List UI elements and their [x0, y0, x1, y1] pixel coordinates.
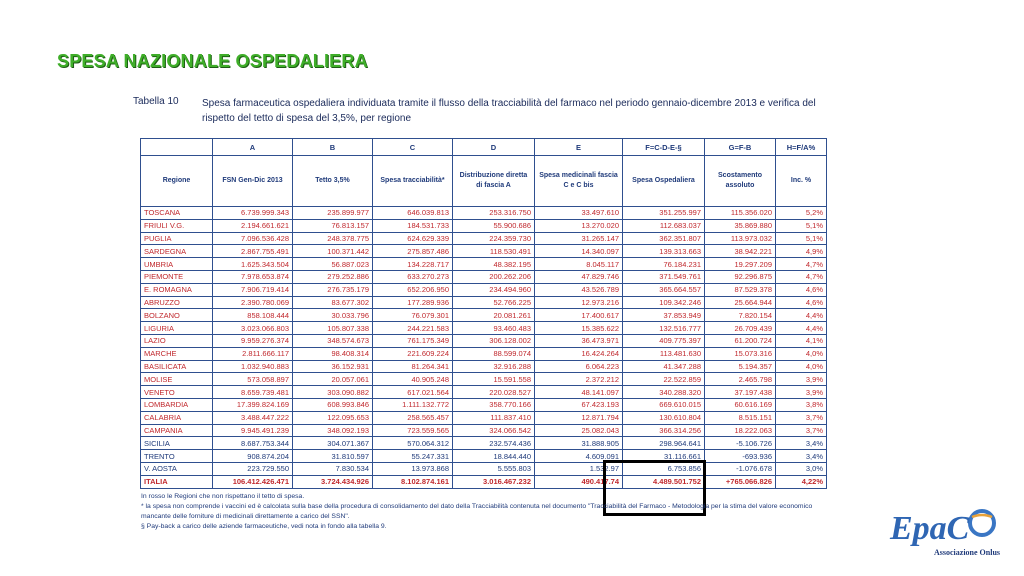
value-cell-f: 6.753.856: [623, 462, 705, 475]
table-caption-label: Tabella 10: [133, 96, 179, 107]
header-names-row: [141, 156, 827, 207]
value-cell-c: 13.973.868: [373, 462, 453, 475]
value-cell-c: 275.857.486: [373, 245, 453, 258]
column-header: Regione: [141, 156, 213, 207]
value-cell-d: 18.844.440: [453, 450, 535, 463]
value-cell-d: 32.916.288: [453, 360, 535, 373]
value-cell-b: 279.252.886: [293, 270, 373, 283]
value-cell-g: 38.942.221: [705, 245, 776, 258]
value-cell-f: 37.853.949: [623, 309, 705, 322]
value-cell-a: 3.488.447.222: [213, 411, 293, 424]
value-cell-a: 1.625.343.504: [213, 258, 293, 271]
value-cell-g: 92.296.875: [705, 270, 776, 283]
value-cell-h: 4,0%: [776, 360, 827, 373]
value-cell-g: 113.973.032: [705, 232, 776, 245]
value-cell-g: 19.297.209: [705, 258, 776, 271]
table-row: [141, 373, 827, 386]
value-cell-e: 25.082.043: [535, 424, 623, 437]
table-row: [141, 334, 827, 347]
table-row: [141, 232, 827, 245]
value-cell-h: 4,6%: [776, 283, 827, 296]
value-cell-b: 348.092.193: [293, 424, 373, 437]
value-cell-a: 17.399.824.169: [213, 398, 293, 411]
value-cell-c: 570.064.312: [373, 437, 453, 450]
column-header: Spesa Ospedaliera: [623, 156, 705, 207]
column-header: Spesa medicinali fascia C e C bis: [535, 156, 623, 207]
value-cell-a: 223.729.550: [213, 462, 293, 475]
column-header: FSN Gen-Dic 2013: [213, 156, 293, 207]
value-cell-a: 9.945.491.239: [213, 424, 293, 437]
value-cell-h: 3,4%: [776, 450, 827, 463]
value-cell-h: 4,7%: [776, 270, 827, 283]
value-cell-a: 7.096.536.428: [213, 232, 293, 245]
table-row: [141, 245, 827, 258]
value-cell-c: 8.102.874.161: [373, 475, 453, 488]
value-cell-d: 234.494.960: [453, 283, 535, 296]
value-cell-d: 118.530.491: [453, 245, 535, 258]
value-cell-a: 2.867.755.491: [213, 245, 293, 258]
value-cell-g: 18.222.063: [705, 424, 776, 437]
value-cell-c: 723.559.565: [373, 424, 453, 437]
value-cell-d: 200.262.206: [453, 270, 535, 283]
table-row: [141, 386, 827, 399]
value-cell-f: 139.313.663: [623, 245, 705, 258]
value-cell-c: 652.206.950: [373, 283, 453, 296]
value-cell-a: 7.978.653.874: [213, 270, 293, 283]
value-cell-e: 31.888.905: [535, 437, 623, 450]
value-cell-d: 220.028.527: [453, 386, 535, 399]
value-cell-h: 3,7%: [776, 424, 827, 437]
value-cell-f: 351.255.997: [623, 207, 705, 220]
value-cell-e: 36.473.971: [535, 334, 623, 347]
value-cell-e: 17.400.617: [535, 309, 623, 322]
region-cell: MOLISE: [141, 373, 213, 386]
payback-note: § Pay-back a carico delle aziende farmaceutiche, vedi nota in fondo alla tabella 9.: [141, 523, 387, 530]
value-cell-b: 7.830.534: [293, 462, 373, 475]
value-cell-g: 35.869.880: [705, 219, 776, 232]
region-cell: SARDEGNA: [141, 245, 213, 258]
header-letters-row: [141, 139, 827, 156]
value-cell-d: 5.555.803: [453, 462, 535, 475]
value-cell-a: 2.811.666.117: [213, 347, 293, 360]
region-cell: CALABRIA: [141, 411, 213, 424]
value-cell-b: 122.095.653: [293, 411, 373, 424]
region-cell: CAMPANIA: [141, 424, 213, 437]
value-cell-g: 87.529.378: [705, 283, 776, 296]
spending-table: [140, 138, 827, 489]
table-row: [141, 296, 827, 309]
value-cell-e: 48.141.097: [535, 386, 623, 399]
value-cell-d: 88.599.074: [453, 347, 535, 360]
column-header: Inc. %: [776, 156, 827, 207]
logo-swoosh-icon: [972, 515, 992, 517]
value-cell-g: 2.465.798: [705, 373, 776, 386]
table-caption-text: Spesa farmaceutica ospedaliera individuata tramite il flusso della tracciabilità del farmaco nel periodo gennaio-dicembre 2013 e verifica del rispetto del tetto di spesa del 3,5%, per regione: [202, 98, 816, 124]
value-cell-a: 2.390.780.069: [213, 296, 293, 309]
table-body: [141, 207, 827, 489]
value-cell-c: 646.039.813: [373, 207, 453, 220]
value-cell-b: 83.677.302: [293, 296, 373, 309]
value-cell-b: 20.057.061: [293, 373, 373, 386]
value-cell-h: 5,2%: [776, 207, 827, 220]
table-row: [141, 398, 827, 411]
column-header: Tetto 3,5%: [293, 156, 373, 207]
table-row: [141, 309, 827, 322]
value-cell-g: 26.709.439: [705, 322, 776, 335]
value-cell-d: 93.460.483: [453, 322, 535, 335]
value-cell-c: 624.629.339: [373, 232, 453, 245]
value-cell-e: 490.417.74: [535, 475, 623, 488]
value-cell-d: 15.591.558: [453, 373, 535, 386]
value-cell-e: 14.340.097: [535, 245, 623, 258]
region-cell: UMBRIA: [141, 258, 213, 271]
region-cell: E. ROMAGNA: [141, 283, 213, 296]
value-cell-g: 5.194.357: [705, 360, 776, 373]
value-cell-e: 16.424.264: [535, 347, 623, 360]
value-cell-a: 106.412.426.471: [213, 475, 293, 488]
value-cell-a: 6.739.999.343: [213, 207, 293, 220]
value-cell-e: 12.973.216: [535, 296, 623, 309]
value-cell-e: 47.829.746: [535, 270, 623, 283]
table-row: [141, 462, 827, 475]
table-row: [141, 347, 827, 360]
value-cell-d: 324.066.542: [453, 424, 535, 437]
value-cell-c: 617.021.564: [373, 386, 453, 399]
header-letter: [141, 139, 213, 156]
value-cell-a: 1.032.940.883: [213, 360, 293, 373]
value-cell-e: 15.385.622: [535, 322, 623, 335]
value-cell-c: 244.221.583: [373, 322, 453, 335]
region-cell: FRIULI V.G.: [141, 219, 213, 232]
value-cell-d: 111.837.410: [453, 411, 535, 424]
table-row: [141, 283, 827, 296]
value-cell-f: 41.347.288: [623, 360, 705, 373]
value-cell-d: 48.382.195: [453, 258, 535, 271]
table-row: [141, 450, 827, 463]
value-cell-b: 348.574.673: [293, 334, 373, 347]
region-cell: LAZIO: [141, 334, 213, 347]
value-cell-f: 132.516.777: [623, 322, 705, 335]
region-cell: SICILIA: [141, 437, 213, 450]
value-cell-e: 2.372.212: [535, 373, 623, 386]
value-cell-f: 112.683.037: [623, 219, 705, 232]
value-cell-f: 365.664.557: [623, 283, 705, 296]
value-cell-h: 4,22%: [776, 475, 827, 488]
column-header: Distribuzione diretta di fascia A: [453, 156, 535, 207]
value-cell-h: 4,4%: [776, 309, 827, 322]
value-cell-h: 4,7%: [776, 258, 827, 271]
value-cell-f: 298.964.641: [623, 437, 705, 450]
value-cell-b: 98.408.314: [293, 347, 373, 360]
value-cell-e: 43.526.789: [535, 283, 623, 296]
value-cell-f: 340.288.320: [623, 386, 705, 399]
table-row: [141, 424, 827, 437]
value-cell-c: 40.905.248: [373, 373, 453, 386]
table-row: [141, 360, 827, 373]
value-cell-c: 55.247.331: [373, 450, 453, 463]
epac-logo: [886, 505, 1002, 559]
header-letter: G=F-B: [705, 139, 776, 156]
value-cell-f: 76.184.231: [623, 258, 705, 271]
value-cell-f: 130.610.804: [623, 411, 705, 424]
region-cell: BASILICATA: [141, 360, 213, 373]
value-cell-d: 253.316.750: [453, 207, 535, 220]
value-cell-d: 358.770.166: [453, 398, 535, 411]
value-cell-a: 573.058.897: [213, 373, 293, 386]
table-row: [141, 437, 827, 450]
value-cell-d: 55.900.686: [453, 219, 535, 232]
value-cell-b: 235.899.977: [293, 207, 373, 220]
value-cell-h: 3,4%: [776, 437, 827, 450]
value-cell-f: 4.489.501.752: [623, 475, 705, 488]
value-cell-h: 5,1%: [776, 232, 827, 245]
value-cell-a: 8.687.753.344: [213, 437, 293, 450]
value-cell-a: 2.194.661.621: [213, 219, 293, 232]
value-cell-g: -1.076.678: [705, 462, 776, 475]
value-cell-h: 3,9%: [776, 386, 827, 399]
value-cell-f: 22.522.859: [623, 373, 705, 386]
value-cell-g: +765.066.826: [705, 475, 776, 488]
value-cell-c: 184.531.733: [373, 219, 453, 232]
region-cell: ITALIA: [141, 475, 213, 488]
asterisk-note: * la spesa non comprende i vaccini ed è calcolata sulla base della procedura di consolidamento del dato della Tracciabilità contenuta nel documento "Tracciabilità del Farmaco - Metodologia per la stima del valore economico mancante delle forniture di medicinali direttamente a carico del SSN".: [141, 503, 813, 520]
value-cell-b: 100.371.442: [293, 245, 373, 258]
header-letter: C: [373, 139, 453, 156]
value-cell-c: 761.175.349: [373, 334, 453, 347]
value-cell-f: 371.549.761: [623, 270, 705, 283]
value-cell-c: 81.264.341: [373, 360, 453, 373]
column-header: Scostamento assoluto: [705, 156, 776, 207]
value-cell-b: 3.724.434.926: [293, 475, 373, 488]
value-cell-h: 3,9%: [776, 373, 827, 386]
value-cell-e: 8.045.117: [535, 258, 623, 271]
value-cell-e: 6.064.223: [535, 360, 623, 373]
value-cell-e: 12.871.794: [535, 411, 623, 424]
value-cell-e: 33.497.610: [535, 207, 623, 220]
region-cell: LIGURIA: [141, 322, 213, 335]
value-cell-f: 669.610.015: [623, 398, 705, 411]
value-cell-c: 221.609.224: [373, 347, 453, 360]
value-cell-h: 4,1%: [776, 334, 827, 347]
value-cell-c: 633.270.273: [373, 270, 453, 283]
header-letter: E: [535, 139, 623, 156]
region-cell: V. AOSTA: [141, 462, 213, 475]
header-letter: H=F/A%: [776, 139, 827, 156]
value-cell-h: 4,6%: [776, 296, 827, 309]
value-cell-c: 177.289.936: [373, 296, 453, 309]
value-cell-b: 105.807.338: [293, 322, 373, 335]
value-cell-g: 15.073.316: [705, 347, 776, 360]
value-cell-b: 248.378.775: [293, 232, 373, 245]
value-cell-c: 76.079.301: [373, 309, 453, 322]
value-cell-d: 52.766.225: [453, 296, 535, 309]
value-cell-d: 232.574.436: [453, 437, 535, 450]
value-cell-f: 31.116.661: [623, 450, 705, 463]
value-cell-e: 13.270.020: [535, 219, 623, 232]
value-cell-a: 9.959.276.374: [213, 334, 293, 347]
value-cell-a: 908.874.204: [213, 450, 293, 463]
region-cell: LOMBARDIA: [141, 398, 213, 411]
region-cell: PIEMONTE: [141, 270, 213, 283]
region-cell: BOLZANO: [141, 309, 213, 322]
value-cell-f: 362.351.807: [623, 232, 705, 245]
table-row: [141, 270, 827, 283]
value-cell-g: 25.664.944: [705, 296, 776, 309]
table-row: [141, 207, 827, 220]
value-cell-c: 258.565.457: [373, 411, 453, 424]
table-row: [141, 322, 827, 335]
value-cell-b: 608.993.846: [293, 398, 373, 411]
value-cell-b: 31.810.597: [293, 450, 373, 463]
value-cell-h: 4,4%: [776, 322, 827, 335]
value-cell-g: -5.106.726: [705, 437, 776, 450]
value-cell-b: 76.813.157: [293, 219, 373, 232]
column-header: Spesa tracciabilità*: [373, 156, 453, 207]
value-cell-b: 276.735.179: [293, 283, 373, 296]
value-cell-a: 858.108.444: [213, 309, 293, 322]
value-cell-b: 303.090.882: [293, 386, 373, 399]
value-cell-d: 224.359.730: [453, 232, 535, 245]
value-cell-e: 67.423.193: [535, 398, 623, 411]
header-letter: B: [293, 139, 373, 156]
value-cell-a: 7.906.719.414: [213, 283, 293, 296]
region-cell: TOSCANA: [141, 207, 213, 220]
value-cell-h: 3,0%: [776, 462, 827, 475]
region-cell: ABRUZZO: [141, 296, 213, 309]
value-cell-g: 115.356.020: [705, 207, 776, 220]
slide-title: SPESA NAZIONALE OSPEDALIERA: [57, 51, 368, 71]
value-cell-d: 20.081.261: [453, 309, 535, 322]
value-cell-g: 60.616.169: [705, 398, 776, 411]
region-cell: MARCHE: [141, 347, 213, 360]
value-cell-g: 37.197.438: [705, 386, 776, 399]
value-cell-a: 3.023.066.803: [213, 322, 293, 335]
value-cell-e: 1.532.97: [535, 462, 623, 475]
value-cell-h: 3,8%: [776, 398, 827, 411]
value-cell-b: 30.033.796: [293, 309, 373, 322]
value-cell-h: 3,7%: [776, 411, 827, 424]
value-cell-g: 8.515.151: [705, 411, 776, 424]
value-cell-b: 304.071.367: [293, 437, 373, 450]
logo-tagline: Associazione Onlus: [934, 548, 1001, 557]
value-cell-b: 36.152.931: [293, 360, 373, 373]
logo-wordmark: EpaC: [890, 510, 970, 547]
value-cell-c: 1.111.132.772: [373, 398, 453, 411]
header-letter: F=C-D-E-§: [623, 139, 705, 156]
value-cell-b: 56.887.023: [293, 258, 373, 271]
total-row: [141, 475, 827, 488]
header-letter: A: [213, 139, 293, 156]
region-cell: TRENTO: [141, 450, 213, 463]
value-cell-h: 4,0%: [776, 347, 827, 360]
value-cell-d: 3.016.467.232: [453, 475, 535, 488]
value-cell-g: 61.200.724: [705, 334, 776, 347]
header-letter: D: [453, 139, 535, 156]
region-cell: VENETO: [141, 386, 213, 399]
value-cell-g: 7.820.154: [705, 309, 776, 322]
value-cell-h: 4,9%: [776, 245, 827, 258]
value-cell-h: 5,1%: [776, 219, 827, 232]
value-cell-f: 409.775.397: [623, 334, 705, 347]
table-row: [141, 258, 827, 271]
value-cell-e: 4.609.091: [535, 450, 623, 463]
red-regions-note: In rosso le Regioni che non rispettano il tetto di spesa.: [141, 493, 305, 500]
table-row: [141, 219, 827, 232]
table-row: [141, 411, 827, 424]
value-cell-e: 31.265.147: [535, 232, 623, 245]
value-cell-g: -693.936: [705, 450, 776, 463]
value-cell-c: 134.228.717: [373, 258, 453, 271]
value-cell-f: 366.314.256: [623, 424, 705, 437]
value-cell-f: 113.481.630: [623, 347, 705, 360]
region-cell: PUGLIA: [141, 232, 213, 245]
value-cell-a: 8.659.739.481: [213, 386, 293, 399]
value-cell-f: 109.342.246: [623, 296, 705, 309]
value-cell-d: 306.128.002: [453, 334, 535, 347]
